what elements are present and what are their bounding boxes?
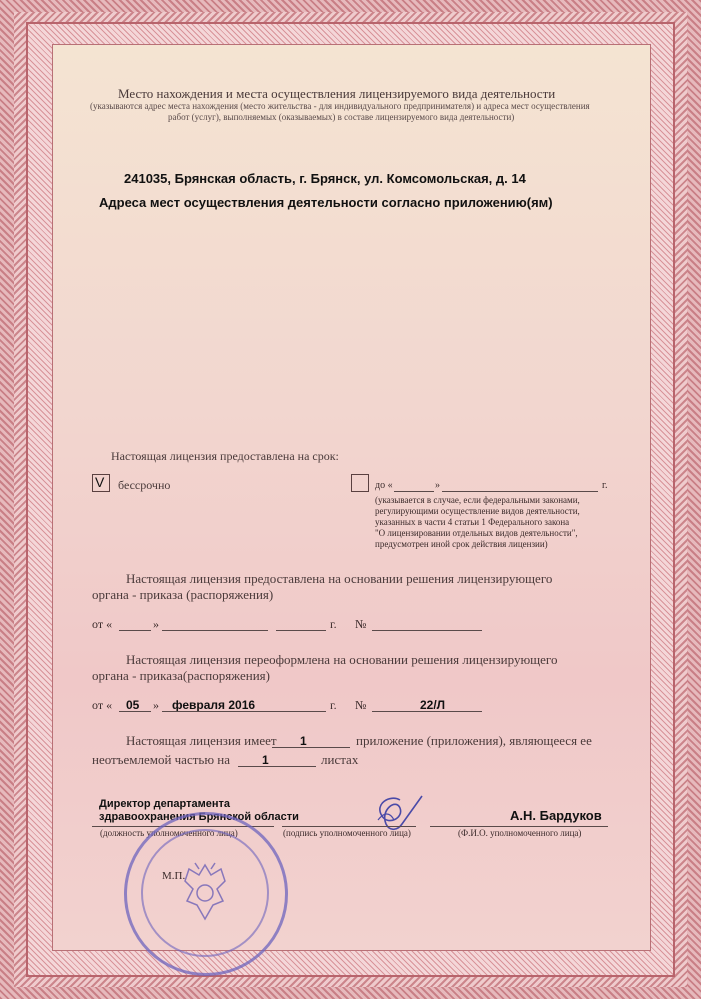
- until-note-5: предусмотрен иной срок действия лицензии): [375, 539, 548, 549]
- appendix-sheets: 1: [262, 753, 269, 767]
- signer-name: А.Н. Бардуков: [510, 808, 602, 823]
- basis-from-prefix: от «: [92, 617, 113, 631]
- appendix-count-line: [272, 747, 350, 748]
- basis-month-line: [162, 630, 268, 631]
- double-headed-eagle-icon: [163, 849, 247, 933]
- address-line-1: 241035, Брянская область, г. Брянск, ул. Комсомольская, д. 14: [124, 171, 526, 186]
- appendix-line-1b: приложение (приложения), являющееся ее: [356, 733, 592, 748]
- until-prefix: до «: [375, 480, 393, 491]
- reissue-year-suffix: г.: [330, 698, 337, 712]
- until-note-4: "О лицензировании отдельных видов деятельности",: [375, 528, 578, 538]
- indefinite-checkbox[interactable]: [92, 474, 110, 492]
- header-note-2: работ (услуг), выполняемых (оказываемых) в составе лицензируемого вида деятельности): [168, 112, 515, 122]
- address-line-2: Адреса мест осуществления деятельности согласно приложению(ям): [99, 195, 553, 210]
- until-date-checkbox[interactable]: [351, 474, 369, 492]
- signer-position-2: здравоохранения Брянской области: [99, 811, 299, 823]
- caption-signature: (подпись уполномоченного лица): [283, 828, 411, 838]
- basis-year-line: [276, 630, 326, 631]
- caption-name: (Ф.И.О. уполномоченного лица): [458, 828, 582, 838]
- basis-line-1: Настоящая лицензия предоставлена на основании решения лицензирующего: [126, 571, 553, 586]
- basis-from-mid: »: [153, 617, 159, 631]
- reissue-num-label: №: [355, 698, 367, 712]
- term-label: Настоящая лицензия предоставлена на срок:: [111, 449, 339, 463]
- until-day-line: [394, 491, 434, 492]
- basis-number-line: [372, 630, 482, 631]
- header-title: Место нахождения и места осуществления лицензируемого вида деятельности: [118, 86, 556, 101]
- seal-place-label: М.П.: [162, 870, 186, 882]
- reissue-from-prefix: от «: [92, 698, 113, 712]
- reissue-day: 05: [126, 698, 140, 712]
- reissue-number: 22/Л: [420, 698, 446, 712]
- reissue-month-year: февраля 2016: [172, 698, 256, 712]
- until-date-line: [442, 491, 598, 492]
- signature-line: [282, 826, 416, 827]
- basis-line-2: органа - приказа (распоряжения): [92, 587, 274, 602]
- reissue-number-line: [372, 711, 482, 712]
- appendix-line-1a: Настоящая лицензия имеет: [126, 733, 277, 748]
- until-mid: »: [435, 480, 440, 491]
- until-suffix: г.: [602, 480, 608, 491]
- caption-position: (должность уполномоченного лица): [100, 828, 238, 838]
- reissue-day-line: [119, 711, 151, 712]
- basis-day-line: [119, 630, 151, 631]
- reissue-line-2: органа - приказа(распоряжения): [92, 668, 270, 683]
- appendix-line-2b: листах: [321, 752, 359, 767]
- signer-position-1: Директор департамента: [99, 798, 231, 810]
- until-note-3: указанных в части 4 статьи 1 Федерального закона: [375, 517, 570, 527]
- until-note-1: (указывается в случае, если федеральными законами,: [375, 495, 580, 505]
- reissue-line-1: Настоящая лицензия переоформлена на основании решения лицензирующего: [126, 652, 558, 667]
- indefinite-label: бессрочно: [118, 478, 171, 492]
- appendix-count: 1: [300, 734, 307, 748]
- appendix-sheets-line: [238, 766, 316, 767]
- reissue-month-line: [162, 711, 326, 712]
- header-note-1: (указываются адрес места нахождения (место жительства - для индивидуального предпринимателя) и адреса мест осуществления: [90, 101, 590, 111]
- appendix-line-2a: неотъемлемой частью на: [92, 752, 231, 767]
- check-mark: V: [95, 474, 105, 490]
- basis-year-suffix: г.: [330, 617, 337, 631]
- reissue-from-mid: »: [153, 698, 159, 712]
- until-note-2: регулирующими осуществление видов деятельности,: [375, 506, 580, 516]
- basis-num-label: №: [355, 617, 367, 631]
- name-line: [430, 826, 608, 827]
- official-seal-stamp: [124, 812, 288, 976]
